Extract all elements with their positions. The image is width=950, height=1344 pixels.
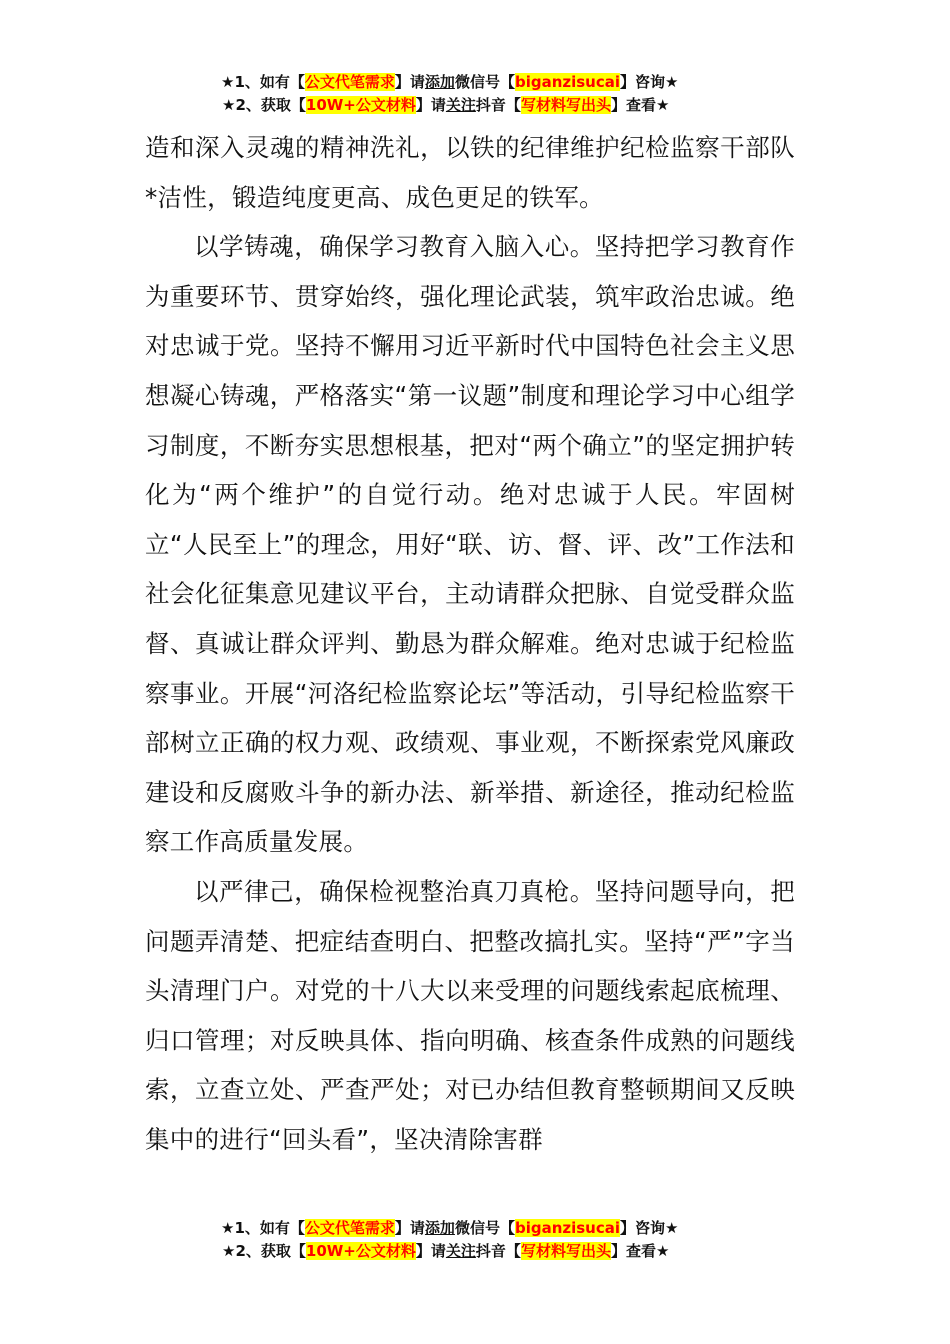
banner-text: 】请 <box>394 1219 425 1237</box>
highlight-text: 10W+公文材料 <box>305 96 416 114</box>
banner-text: 抖音【 <box>475 96 521 114</box>
banner-text: 】请 <box>415 96 446 114</box>
banner-text: ★2、获取【 <box>222 1242 306 1260</box>
douyin-account: 写材料写出头 <box>520 1242 611 1260</box>
banner-text: 微信号【 <box>454 1219 515 1237</box>
banner-text: 】请 <box>394 73 425 91</box>
banner-text: 抖音【 <box>475 1242 521 1260</box>
paragraph-1: 造和深入灵魂的精神洗礼，以铁的纪律维护纪检监察干部队*洁性，锻造纯度更高、成色更足的铁军。 <box>145 133 795 212</box>
banner-text: 】请 <box>415 1242 446 1260</box>
paragraph-2: 以学铸魂，确保学习教育入脑入心。坚持把学习教育作为重要环节、贯穿始终，强化理论武装，筑牢政治忠诚。绝对忠诚于党。坚持不懈用习近平新时代中国特色社会主义思想凝心铸魂，严格落实“第一议题”制度和理论学习中心组学习制度，不断夯实思想根基，把对“两个确立”的坚定拥护转化为“两个维护”的自觉行动。绝对忠诚于人民。牢固树立“人民至上”的理念，用好“联、访、督、评、改”工作法和社会化征集意见建议平台，主动请群众把脉、自觉受群众监督、真诚让群众评判、勤恳为群众解难。绝对忠诚于纪检监察事业。开展“河洛纪检监察论坛”等活动，引导纪检监察干部树立正确的权力观、政绩观、事业观，不断探索党风廉政建设和反腐败斗争的新办法、新举措、新途径，推动纪检监察工作高质量发展。 <box>145 232 795 857</box>
document-body <box>145 123 795 1164</box>
underlined-text: 添加 <box>424 73 455 91</box>
banner-text: ★1、如有【 <box>221 73 305 91</box>
banner-text: 微信号【 <box>454 73 515 91</box>
banner-text: ★2、获取【 <box>222 96 306 114</box>
underlined-text: 添加 <box>424 1219 455 1237</box>
banner-line-2 <box>222 1240 669 1263</box>
highlight-text: 10W+公文材料 <box>305 1242 416 1260</box>
banner-text: 】咨询★ <box>620 1219 679 1237</box>
banner-line-2 <box>222 94 669 117</box>
paragraph-3: 以严律己，确保检视整治真刀真枪。坚持问题导向，把问题弄清楚、把症结查明白、把整改搞扎实。坚持“严”字当头清理门户。对党的十八大以来受理的问题线索起底梳理、归口管理；对反映具体、指向明确、核查条件成熟的问题线索，立查立处、严查严处；对已办结但教育整顿期间又反映集中的进行“回头看”，坚决清除害群 <box>145 876 795 1154</box>
underlined-text: 关注 <box>445 96 476 114</box>
banner-line-1 <box>221 1217 678 1240</box>
wechat-id: biganzisucai <box>514 1219 621 1237</box>
douyin-account: 写材料写出头 <box>520 96 611 114</box>
banner-text: 】查看★ <box>610 96 670 114</box>
wechat-id: biganzisucai <box>514 73 621 91</box>
underlined-text: 关注 <box>445 1242 476 1260</box>
highlight-text: 公文代笔需求 <box>304 1219 395 1237</box>
highlight-text: 公文代笔需求 <box>304 73 395 91</box>
banner-text: 】咨询★ <box>620 73 679 91</box>
banner-line-1 <box>221 71 678 94</box>
banner-text: ★1、如有【 <box>221 1219 305 1237</box>
banner-text: 】查看★ <box>610 1242 670 1260</box>
